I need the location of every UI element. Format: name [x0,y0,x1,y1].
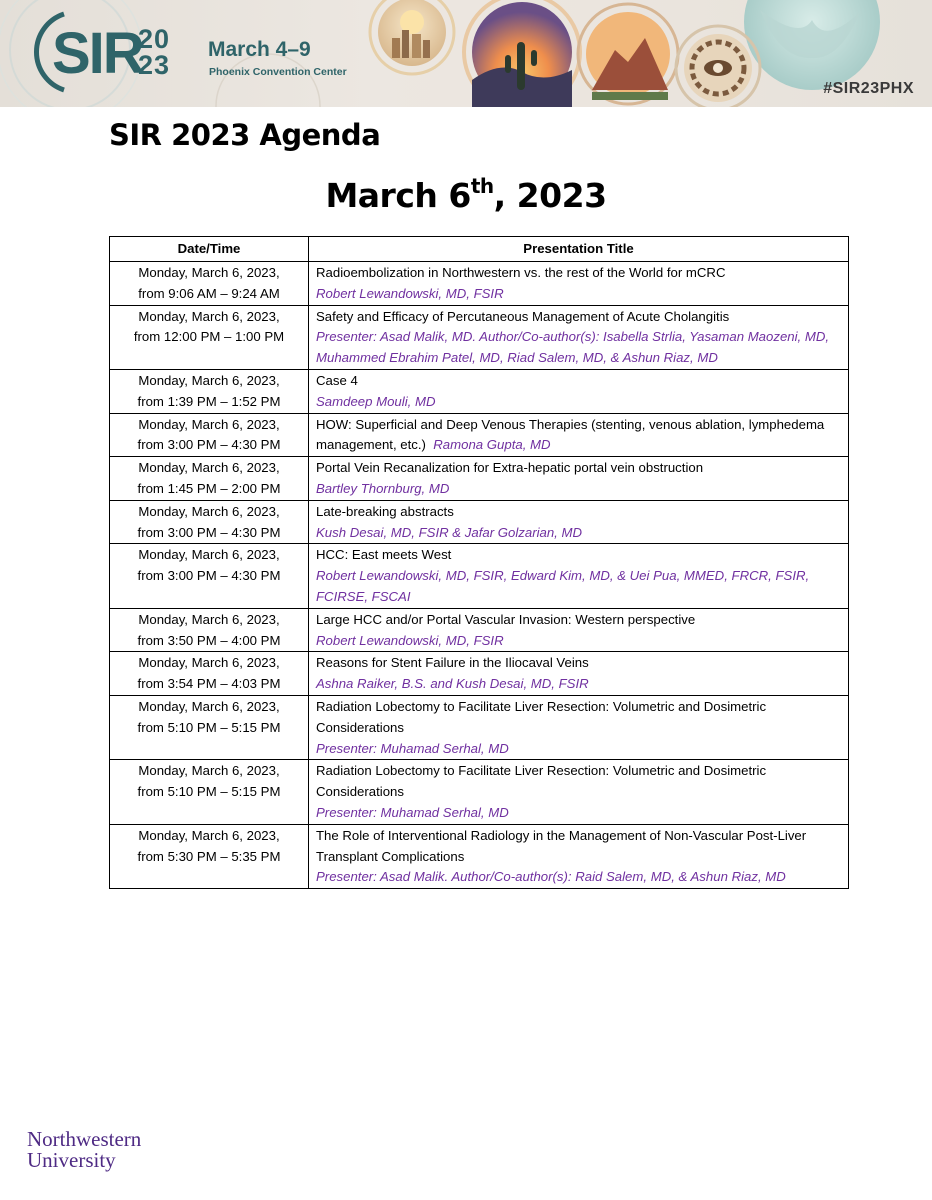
row-date: Monday, March 6, 2023, [138,763,280,779]
row-datetime [110,824,309,888]
row-title: Large HCC and/or Portal Vascular Invasion: Western perspective [316,611,696,627]
table-row [110,544,849,608]
agenda-rows [110,262,849,889]
row-time: from 1:45 PM – 2:00 PM [137,480,281,496]
row-presentation [309,500,849,544]
row-presenter: Ashna Raiker, B.S. and Kush Desai, MD, FSIR [316,676,589,692]
date-ordinal: th [470,174,494,198]
row-title: Radiation Lobectomy to Facilitate Liver Resection: Volumetric and Dosimetric Considerations [316,763,767,800]
row-date: Monday, March 6, 2023, [138,372,280,388]
row-presentation [309,369,849,413]
row-title: Safety and Efficacy of Percutaneous Management of Acute Cholangitis [316,308,730,324]
row-datetime [110,305,309,369]
row-presentation [309,695,849,759]
row-presenter: Robert Lewandowski, MD, FSIR [316,285,504,301]
table-row [110,652,849,696]
row-presenter: Robert Lewandowski, MD, FSIR, Edward Kim, MD, & Uei Pua, MMED, FRCR, FSIR, FCIRSE, FSCAI [316,568,810,604]
row-date: Monday, March 6, 2023, [138,698,280,714]
table-row [110,608,849,652]
row-datetime [110,500,309,544]
conference-dates: March 4–9 [208,38,311,61]
agenda-table [109,236,849,889]
sir-2023-logo[interactable] [12,8,347,96]
row-presentation [309,305,849,369]
row-datetime [110,760,309,824]
row-presentation [309,760,849,824]
table-row [110,824,849,888]
row-presenter: Presenter: Asad Malik, MD. Author/Co-author(s): Isabella Strlia, Yasaman Maozeni, MD, Muhammed Ebrahim Patel, MD, Riad Salem, MD, & Ashun Riaz, MD [316,329,830,366]
row-date: Monday, March 6, 2023, [138,265,280,280]
table-row [110,695,849,759]
row-date: Monday, March 6, 2023, [138,416,280,432]
row-presenter: Presenter: Asad Malik. Author/Co-author(s): Raid Salem, MD, & Ashun Riaz, MD [316,869,786,885]
row-time: from 9:06 AM – 9:24 AM [138,285,280,301]
row-time: from 5:10 PM – 5:15 PM [137,719,281,735]
row-presentation [309,652,849,696]
row-presenter: Presenter: Muhamad Serhal, MD [316,804,509,820]
conference-venue: Phoenix Convention Center [209,66,347,78]
agenda-title: SIR 2023 Agenda [109,118,381,152]
row-date: Monday, March 6, 2023, [138,308,280,324]
row-datetime [110,608,309,652]
logo-year-top: 20 [138,24,171,54]
row-date: Monday, March 6, 2023, [138,547,280,563]
header-presentation-title: Presentation Title [309,237,849,262]
table-header-row [110,237,849,262]
row-title: HCC: East meets West [316,547,452,563]
row-title: Reasons for Stent Failure in the Iliocaval Veins [316,655,589,671]
row-presenter: Samdeep Mouli, MD [316,393,436,409]
logo-line-northwestern: Northwestern [27,1127,142,1151]
row-datetime [110,369,309,413]
row-time: from 12:00 PM – 1:00 PM [133,329,285,345]
row-presentation [309,457,849,501]
row-title: Late-breaking abstracts [316,503,454,519]
date-year: , 2023 [493,176,607,215]
row-title: The Role of Interventional Radiology in the Management of Non-Vascular Post-Liver Transplant Complications [316,827,807,864]
row-datetime [110,262,309,306]
row-time: from 3:00 PM – 4:30 PM [137,524,281,540]
row-date: Monday, March 6, 2023, [138,460,280,476]
row-presentation [309,262,849,306]
row-title: Radioembolization in Northwestern vs. the rest of the World for mCRC [316,265,726,280]
row-title: HOW: Superficial and Deep Venous Therapies (stenting, venous ablation, lymphedema management, etc.) [316,416,825,453]
row-datetime [110,695,309,759]
row-presenter: Presenter: Muhamad Serhal, MD [316,740,509,756]
event-hashtag: #SIR23PHX [823,80,914,97]
conference-banner [0,0,932,107]
logo-year [138,26,170,78]
agenda-date [0,176,932,215]
logo-line-university: University [27,1148,116,1172]
logo-letters: SIR [52,21,143,86]
header-date-time: Date/Time [110,237,309,262]
row-presentation [309,608,849,652]
row-date: Monday, March 6, 2023, [138,655,280,671]
northwestern-university-logo[interactable] [27,1129,141,1171]
row-title: Case 4 [316,372,358,388]
row-time: from 5:10 PM – 5:15 PM [137,784,281,800]
row-datetime [110,652,309,696]
row-datetime [110,413,309,457]
table-row [110,262,849,306]
row-datetime [110,457,309,501]
row-time: from 5:30 PM – 5:35 PM [137,848,281,864]
table-row [110,369,849,413]
row-presentation [309,544,849,608]
row-date: Monday, March 6, 2023, [138,827,280,843]
row-time: from 1:39 PM – 1:52 PM [137,393,281,409]
row-title: Radiation Lobectomy to Facilitate Liver Resection: Volumetric and Dosimetric Considerations [316,698,767,735]
row-presenter: Bartley Thornburg, MD [316,480,450,496]
table-row [110,413,849,457]
table-row [110,500,849,544]
row-time: from 3:50 PM – 4:00 PM [137,632,281,648]
row-presenter: Ramona Gupta, MD [433,437,551,453]
row-time: from 3:54 PM – 4:03 PM [137,676,281,692]
row-presentation [309,413,849,457]
row-time: from 3:00 PM – 4:30 PM [137,568,281,584]
row-presenter: Kush Desai, MD, FSIR & Jafar Golzarian, MD [316,524,583,540]
row-datetime [110,544,309,608]
row-presenter: Robert Lewandowski, MD, FSIR [316,632,504,648]
logo-year-bottom: 23 [138,50,171,80]
table-row [110,457,849,501]
table-row [110,760,849,824]
row-date: Monday, March 6, 2023, [138,611,280,627]
row-date: Monday, March 6, 2023, [138,503,280,519]
table-row [110,305,849,369]
row-presentation [309,824,849,888]
date-main: March 6 [325,176,471,215]
row-time: from 3:00 PM – 4:30 PM [137,437,281,453]
row-title: Portal Vein Recanalization for Extra-hepatic portal vein obstruction [316,460,704,476]
